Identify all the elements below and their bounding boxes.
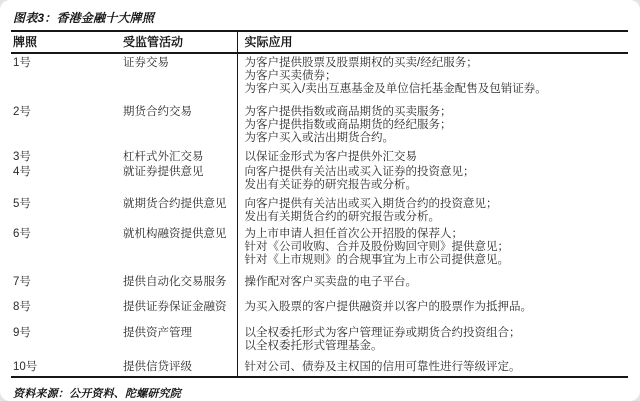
license-cell: 4号: [13, 166, 31, 178]
license-cell: 3号: [13, 151, 31, 163]
application-cell: [237, 106, 628, 151]
application-line: 为客户买入/卖出互惠基金及单位信托基金配售及包销证券。: [244, 83, 547, 95]
table-row: [11, 106, 628, 151]
activity-cell: 提供自动化交易服务: [123, 276, 227, 288]
application-cell: [237, 361, 628, 377]
application-cell: [237, 276, 628, 301]
activity-cell: 就机构融资提供意见: [123, 228, 227, 240]
header-application: 实际应用: [237, 31, 628, 53]
application-line: 向客户提供有关沽出或买入证券的投资意见；: [244, 166, 475, 178]
application-cell: [237, 228, 628, 276]
header-row: [11, 31, 628, 53]
application-line: 为客户提供指数或商品期货的经纪服务；: [244, 119, 452, 131]
license-table: [11, 30, 628, 378]
application-line: 向客户提供有关沽出或买入期货合约的投资意见；: [244, 198, 498, 210]
application-line: 为买入股票的客户提供融资并以客户的股票作为抵押品。: [244, 301, 532, 313]
header-license: 牌照: [11, 31, 121, 53]
table-header: [11, 31, 628, 53]
application-cell: [237, 151, 628, 166]
license-cell: 9号: [13, 327, 31, 339]
activity-cell: 杠杆式外汇交易: [123, 151, 204, 163]
activity-cell: 就期货合约提供意见: [123, 198, 227, 210]
application-line: 为客户提供股票及股票期权的买卖/经纪服务；: [244, 57, 478, 69]
application-line: 为上市申请人担任首次公开招股的保荐人；: [244, 228, 463, 240]
application-cell: [237, 327, 628, 361]
header-activity: 受监管活动: [121, 31, 237, 53]
table-row: [11, 301, 628, 327]
activity-cell: 就证券提供意见: [123, 166, 204, 178]
application-line: 发出有关证券的研究报告或分析。: [244, 179, 417, 191]
table-row: [11, 198, 628, 228]
table-body: [11, 53, 628, 377]
table-row: [11, 361, 628, 377]
application-line: 以全权委托形式管理基金。: [244, 340, 383, 352]
application-cell: [237, 53, 628, 106]
activity-cell: 期货合约交易: [123, 106, 192, 118]
table-row: [11, 53, 628, 106]
application-line: 以全权委托形式为客户管理证券或期货合约投资组合；: [244, 327, 521, 339]
application-line: 针对公司、债券及主权国的信用可靠性进行等级评定。: [244, 361, 521, 373]
activity-cell: 证券交易: [123, 57, 169, 69]
table-row: [11, 166, 628, 198]
table-row: [11, 228, 628, 276]
license-cell: 5号: [13, 198, 31, 210]
application-line: 操作配对客户买卖盘的电子平台。: [244, 276, 417, 288]
table-row: [11, 151, 628, 166]
activity-cell: 提供信贷评级: [123, 361, 192, 373]
application-line: 为客户买入或沽出期货合约。: [244, 132, 394, 144]
table-row: [11, 276, 628, 301]
application-line: 发出有关期货合约的研究报告或分析。: [244, 211, 440, 223]
license-cell: 8号: [13, 301, 31, 313]
activity-cell: 提供证券保证金融资: [123, 301, 227, 313]
application-cell: [237, 166, 628, 198]
application-line: 针对《上市规则》的合规事宜为上市公司提供意见。: [244, 254, 509, 266]
license-cell: 6号: [13, 228, 31, 240]
license-cell: 1号: [13, 57, 31, 69]
application-line: 为客户买卖债券；: [244, 70, 337, 82]
license-cell: 10号: [13, 361, 38, 373]
license-cell: 7号: [13, 276, 31, 288]
activity-cell: 提供资产管理: [123, 327, 192, 339]
table-row: [11, 327, 628, 361]
application-line: 针对《公司收购、合并及股份购回守则》提供意见；: [244, 241, 509, 253]
application-line: 为客户提供指数或商品期货的买卖服务；: [244, 106, 452, 118]
source-note: 资料来源：公开资料、陀螺研究院: [13, 388, 181, 400]
application-cell: [237, 301, 628, 327]
application-cell: [237, 198, 628, 228]
application-line: 以保证金形式为客户提供外汇交易: [244, 151, 417, 163]
license-cell: 2号: [13, 106, 31, 118]
figure-title: 图表3：香港金融十大牌照: [13, 11, 155, 25]
